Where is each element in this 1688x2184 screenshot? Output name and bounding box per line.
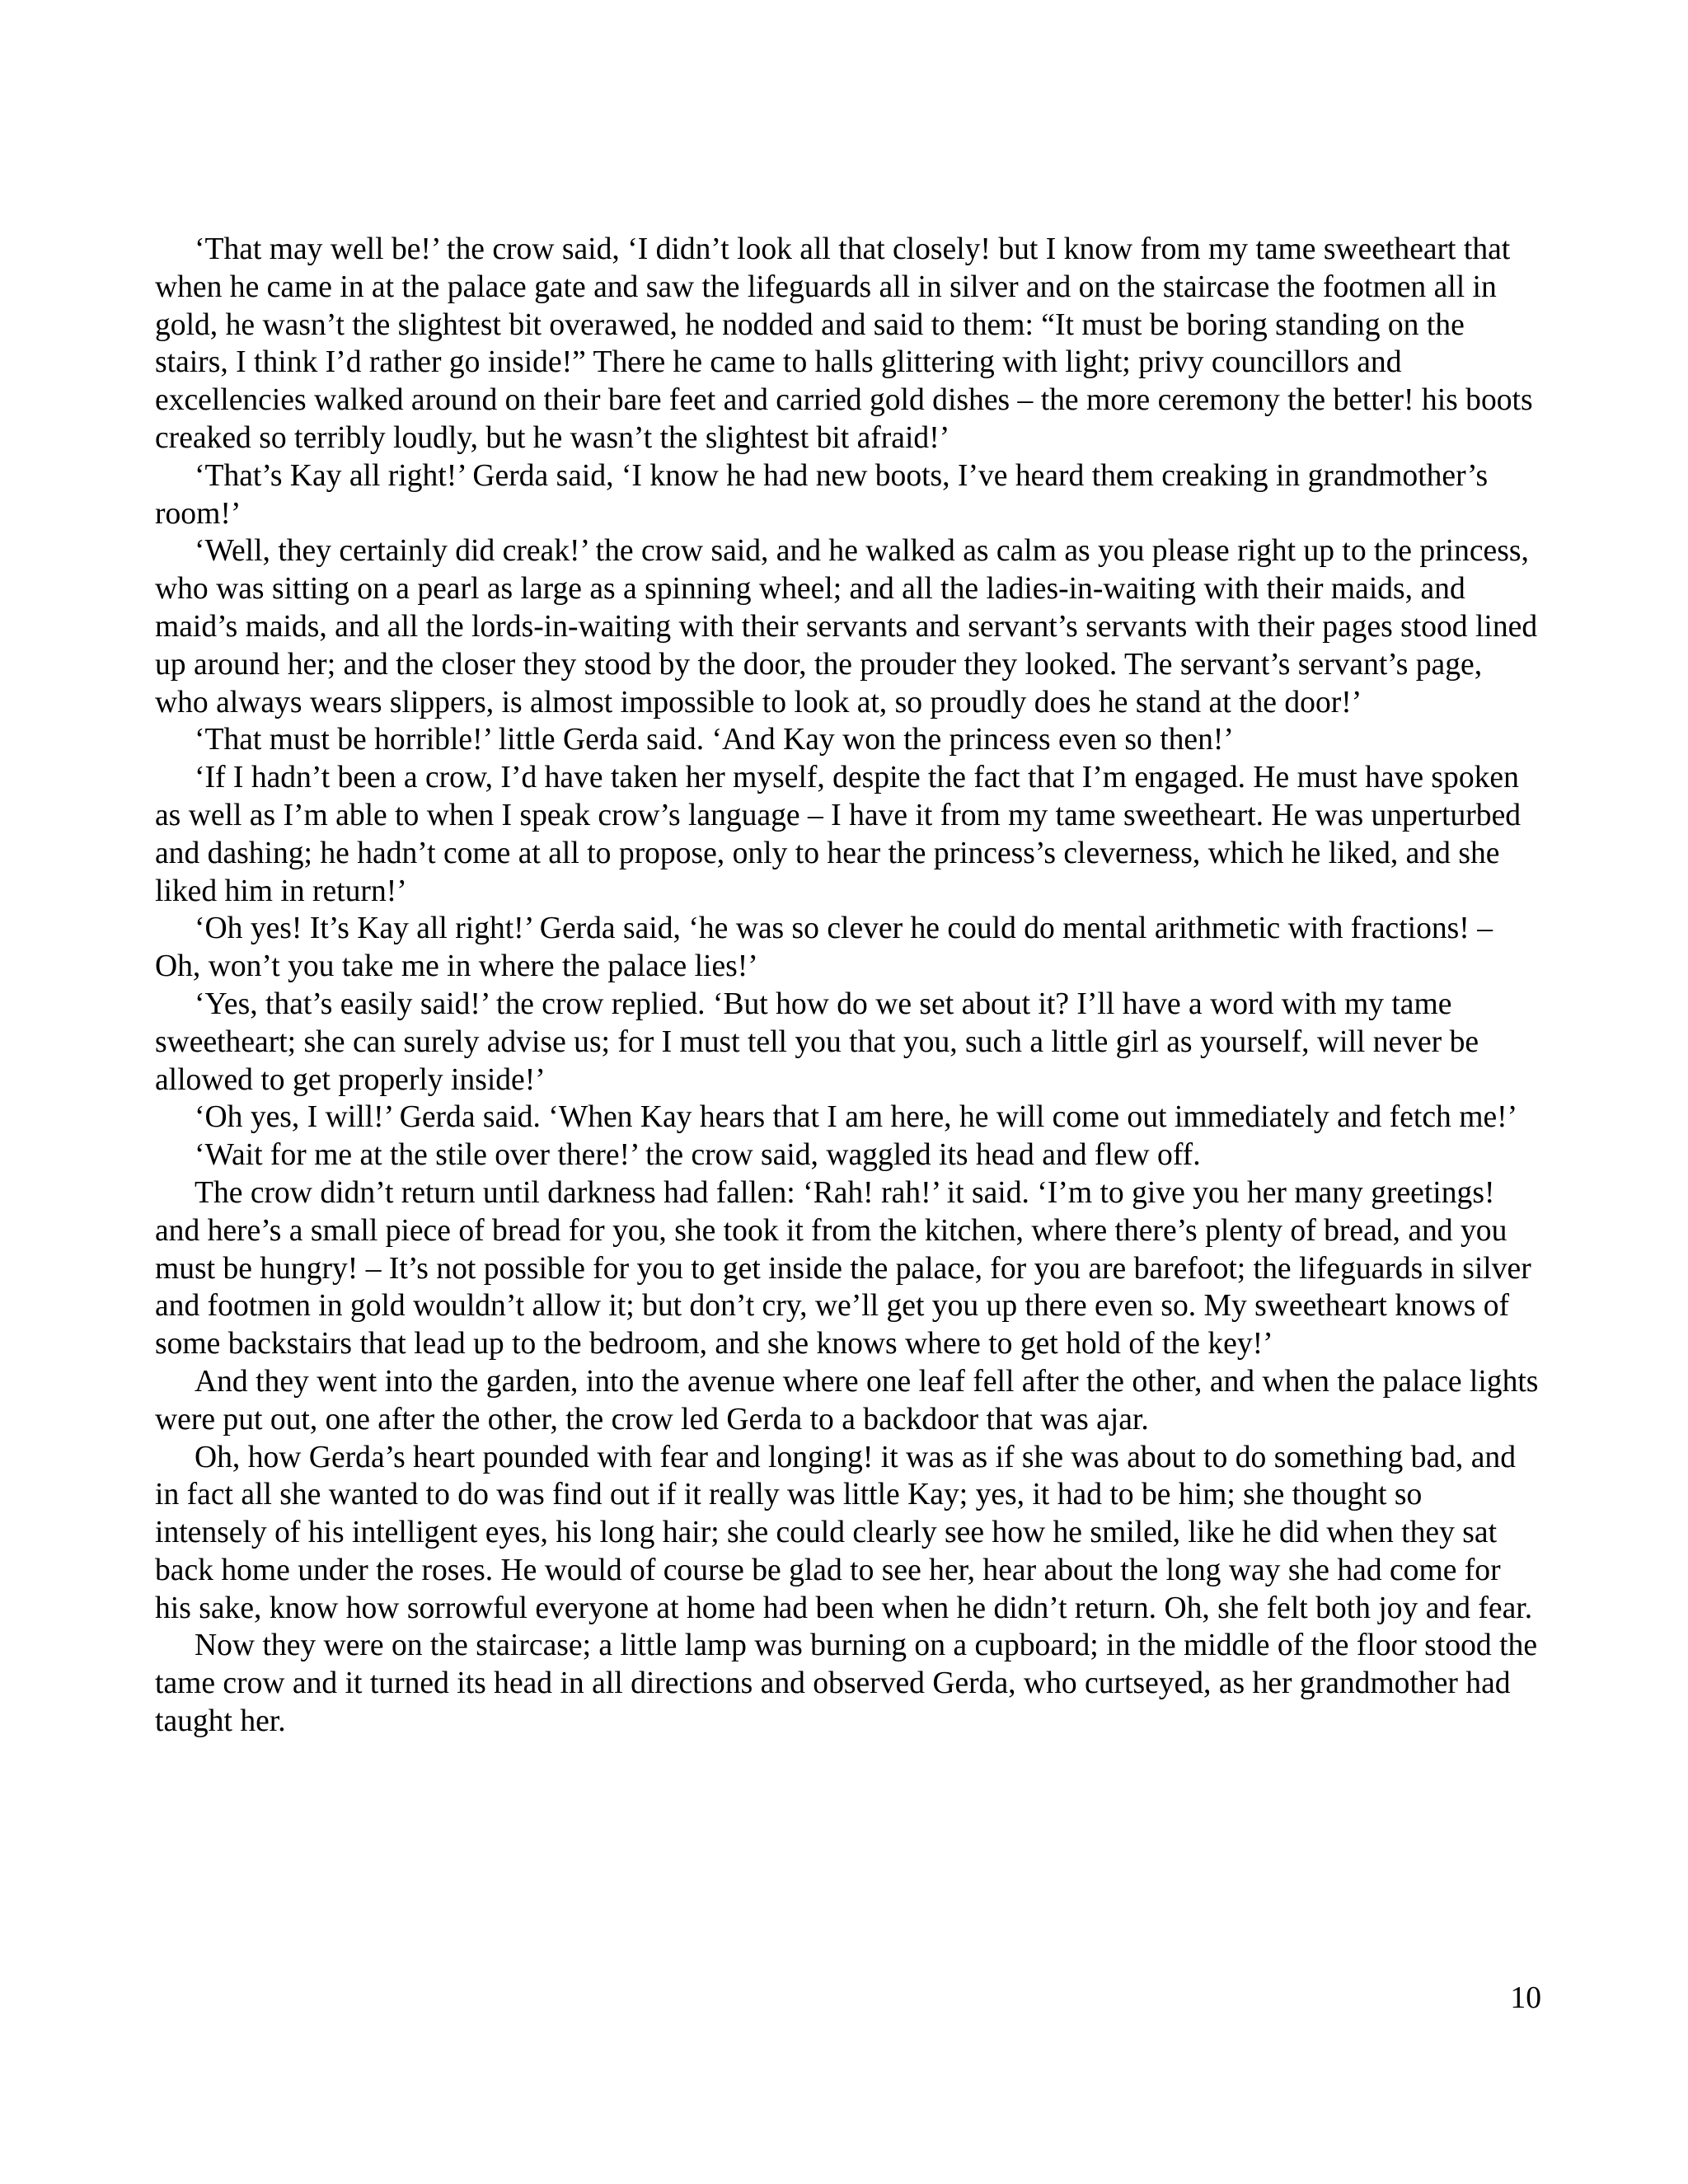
- paragraph-11: And they went into the garden, into the avenue where one leaf fell after the other, and when the palace lights were put out, one after the other, the crow led Gerda to a backdoor that was ajar.: [155, 1364, 1539, 1436]
- paragraph-1: ‘That may well be!’ the crow said, ‘I didn’t look all that closely! but I know from my tame sweetheart that when he came in at the palace gate and saw the lifeguards all in silver and on the staircase the footmen all in gold, he wasn’t the slightest bit overawed, he nodded and said to them: “It must be boring standing on the stairs, I think I’d rather go inside!” There he came to halls glittering with light; privy councillors and excellencies walked around on their bare feet and carried gold dishes – the more ceremony the better! his boots creaked so terribly loudly, but he wasn’t the slightest bit afraid!’: [155, 232, 1533, 455]
- paragraph-10: The crow didn’t return until darkness had fallen: ‘Rah! rah!’ it said. ‘I’m to give you her many greetings! and here’s a small piece of bread for you, she took it from the kitchen, where there’s plenty of bread, and you must be hungry! – It’s not possible for you to get inside the palace, for you are barefoot; the lifeguards in silver and footmen in gold wouldn’t allow it; but don’t cry, we’ll get you up there even so. My sweetheart knows of some backstairs that lead up to the bedroom, and she knows where to get hold of the key!’: [155, 1175, 1531, 1361]
- paragraph-4: ‘That must be horrible!’ little Gerda said. ‘And Kay won the princess even so then!’: [195, 723, 1234, 757]
- page-body: [155, 231, 1541, 1741]
- paragraph-2: ‘That’s Kay all right!’ Gerda said, ‘I know he had new boots, I’ve heard them creaking in grandmother’s room!’: [155, 458, 1489, 531]
- paragraph-6: ‘Oh yes! It’s Kay all right!’ Gerda said, ‘he was so clever he could do mental arithmetic with fractions! – Oh, won’t you take me in where the palace lies!’: [155, 912, 1493, 984]
- paragraph-12: Oh, how Gerda’s heart pounded with fear and longing! it was as if she was about to do something bad, and in fact all she wanted to do was find out if it really was little Kay; yes, it had to be him; she thought so intensely of his intelligent eyes, his long hair; she could clearly see how he smiled, like he did when they sat back home under the roses. He would of course be glad to see her, hear about the long way she had come for his sake, know how sorrowful everyone at home had been when he didn’t return. Oh, she felt both joy and fear.: [155, 1440, 1533, 1625]
- paragraph-13: Now they were on the staircase; a little lamp was burning on a cupboard; in the middle of the floor stood the tame crow and it turned its head in all directions and observed Gerda, who curtseyed, as her grandmother had taught her.: [155, 1629, 1537, 1739]
- page-number: 10: [1510, 1981, 1541, 2015]
- paragraph-9: ‘Wait for me at the stile over there!’ the crow said, waggled its head and flew off.: [195, 1138, 1201, 1173]
- paragraph-7: ‘Yes, that’s easily said!’ the crow replied. ‘But how do we set about it? I’ll have a word with my tame sweetheart; she can surely advise us; for I must tell you that you, such a little girl as yourself, will never be allowed to get properly inside!’: [155, 987, 1479, 1097]
- paragraph-8: ‘Oh yes, I will!’ Gerda said. ‘When Kay hears that I am here, he will come out immediately and fetch me!’: [195, 1100, 1518, 1135]
- paragraph-3: ‘Well, they certainly did creak!’ the crow said, and he walked as calm as you please right up to the princess, who was sitting on a pearl as large as a spinning wheel; and all the ladies-in-waiting with their maids, and maid’s maids, and all the lords-in-waiting with their servants and servant’s servants with their pages stood lined up around her; and the closer they stood by the door, the prouder they looked. The servant’s servant’s page, who always wears slippers, is almost impossible to look at, so proudly does he stand at the door!’: [155, 534, 1538, 719]
- paragraph-5: ‘If I hadn’t been a crow, I’d have taken her myself, despite the fact that I’m engaged. He must have spoken as well as I’m able to when I speak crow’s language – I have it from my tame sweetheart. He was unperturbed and dashing; he hadn’t come at all to propose, only to hear the princess’s cleverness, which he liked, and she liked him in return!’: [155, 761, 1522, 908]
